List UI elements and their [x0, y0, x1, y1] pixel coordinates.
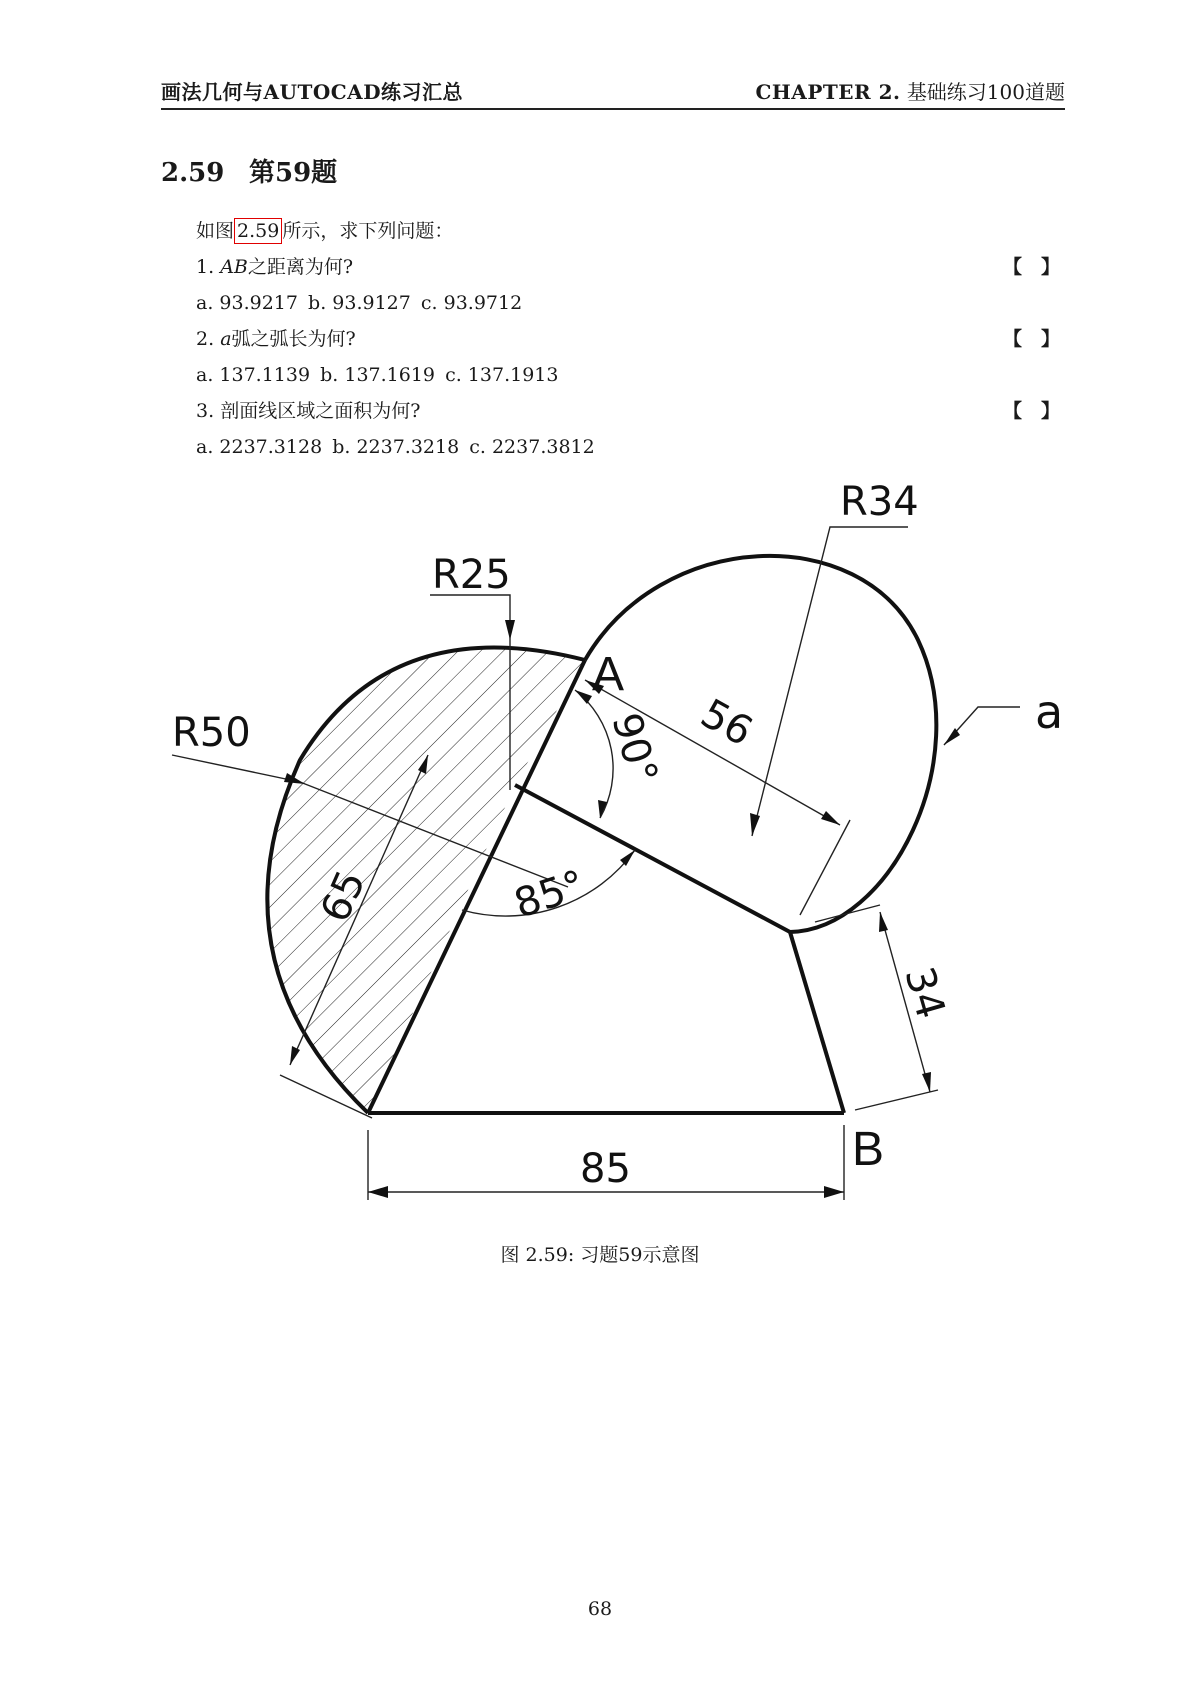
- figure-reference-link[interactable]: 2.59: [234, 218, 282, 244]
- arc-a-leader: [944, 707, 1020, 745]
- option-b: b. 2237.3218: [332, 436, 460, 458]
- dim-34-label: 34: [895, 962, 954, 1024]
- section-name: 第59题: [249, 158, 338, 188]
- dim-65-label: 65: [312, 863, 375, 930]
- dim-85-label: 85°: [508, 861, 591, 928]
- arrow-r34: [750, 813, 760, 836]
- question-text: 弧之弧长为何?: [231, 328, 356, 350]
- arrow-r25: [505, 620, 515, 640]
- arrow-85-end: [620, 850, 635, 866]
- dim-56-label: 56: [693, 690, 760, 756]
- arrow-90-end: [598, 800, 607, 818]
- dim-85-base-label: 85: [580, 1146, 631, 1192]
- question-number: 3.: [196, 400, 215, 422]
- option-c: c. 93.9712: [420, 292, 523, 314]
- dim34-ext-top: [815, 905, 880, 922]
- angle90-arc: [575, 690, 613, 818]
- dim34-ext-bottom: [855, 1090, 938, 1110]
- question-text: 之距离为何?: [247, 256, 354, 278]
- arrow-85-right: [824, 1186, 844, 1198]
- answer-bracket: 【 】: [1002, 328, 1060, 350]
- dim56-ext: [800, 820, 850, 915]
- arrow-34-start: [879, 912, 888, 932]
- dim-r34-label: R34: [840, 479, 919, 525]
- option-b: b. 137.1619: [320, 364, 436, 386]
- question-number: 2.: [196, 328, 215, 350]
- arrow-90-start: [575, 690, 592, 704]
- point-b-label: B: [852, 1123, 885, 1176]
- section-number: 2.59: [161, 158, 225, 188]
- chapter-title: 基础练习100道题: [906, 80, 1065, 104]
- figure-caption: 图 2.59: 习题59示意图: [500, 1244, 700, 1266]
- arrow-65-end: [290, 1046, 300, 1065]
- arrow-56-end: [821, 811, 840, 825]
- question-variable: a: [220, 328, 232, 350]
- chapter-number: CHAPTER 2.: [755, 80, 901, 104]
- answer-bracket: 【 】: [1002, 400, 1060, 422]
- arc-a-label: a: [1035, 685, 1064, 739]
- question-variable: AB: [220, 256, 248, 278]
- option-a: a. 93.9217: [196, 292, 298, 314]
- dim-90-label: 90°: [602, 708, 667, 789]
- point-a-label: A: [592, 648, 625, 701]
- dim-r50-label: R50: [172, 710, 251, 756]
- option-c: c. 2237.3812: [469, 436, 595, 458]
- book-title: 画法几何与AUTOCAD练习汇总: [161, 80, 464, 104]
- option-a: a. 2237.3128: [196, 436, 323, 458]
- option-a: a. 137.1139: [196, 364, 311, 386]
- dim-r25-label: R25: [432, 552, 511, 598]
- option-b: b. 93.9127: [308, 292, 411, 314]
- intro-suffix: 所示，求下列问题：: [282, 220, 454, 242]
- page-number: 68: [587, 1598, 613, 1620]
- answer-bracket: 【 】: [1002, 256, 1060, 278]
- edge-right: [790, 932, 844, 1113]
- arrow-34-end: [922, 1072, 931, 1092]
- r34-leader: [752, 527, 908, 836]
- question-text: 剖面线区域之面积为何?: [220, 400, 421, 422]
- arrow-85-left: [368, 1186, 388, 1198]
- question-number: 1.: [196, 256, 215, 278]
- intro-prefix: 如图: [196, 220, 235, 242]
- option-c: c. 137.1913: [445, 364, 559, 386]
